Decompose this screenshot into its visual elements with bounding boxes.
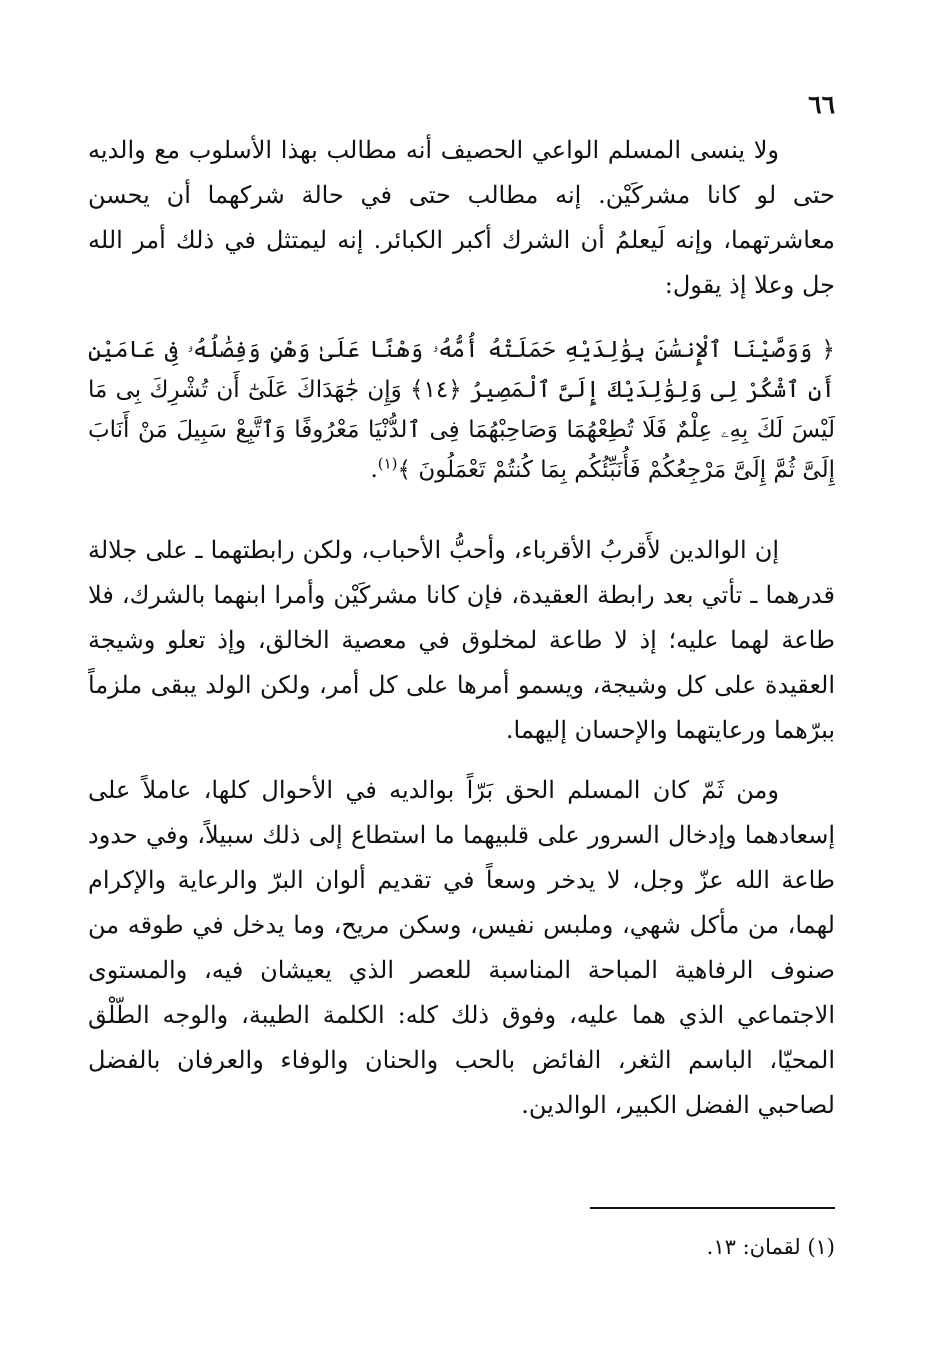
paragraph-2: إن الوالدين لأَقربُ الأقرباء، وأحبُّ الأحباب، ولكن رابطتهما ـ على جلالة قدرهما ـ تأتي بعد رابطة العقيدة، فإن كانا مشركَيْن وأمرا ابنهما بالشرك، فلا طاعة لهما عليه؛ إذ لا طاعة لمخلوق في معصية الخالق، وإذ تعلو وشيجة العقيدة على كل وشيجة، ويسمو أمرها على كل أمر، ولكن الولد يبقى ملزماً ببرّهما ورعايتهما والإحسان إليهما. xyxy=(88,536,835,744)
page-number: ٦٦ xyxy=(808,90,835,119)
paragraph-3: ومن ثَمّ كان المسلم الحق بَرّاً بوالديه في الأحوال كلها، عاملاً على إسعادهما وإدخال السرور على قلبيهما ما استطاع إلى ذلك سبيلاً، وفي حدود طاعة الله عزّ وجل، لا يدخر وسعاً في تقديم ألوان البرّ والرعاية والإكرام لهما، من مأكل شهي، وملبس نفيس، وسكن مريح، وما يدخل في طوقه من صنوف الرفاهية المباحة المناسبة للعصر الذي يعيشان فيه، والمستوى الاجتماعي الذي هما عليه، وفوق ذلك كله: الكلمة الطيبة، والوجه الطّلْق المحيّا، الباسم الثغر، الفائض بالحب والحنان والوفاء والعرفان بالفضل لصاحبي الفضل الكبير، الوالدين. xyxy=(88,776,835,1119)
footnote-divider xyxy=(590,1207,835,1209)
quran-verse: ﴿ وَوَصَّيْنَا ٱلْإِنسَٰنَ بِوَٰلِدَيْهِ حَمَلَتْهُ أُمُّهُۥ وَهْنًا عَلَىٰ وَهْنٍ وَفِصَٰلُهُۥ فِى عَامَيْنِ أَنِ ٱشْكُرْ لِى وَلِوَٰلِدَيْكَ إِلَىَّ ٱلْمَصِيرُ ﴿١٤﴾ وَإِن جَٰهَدَاكَ عَلَىٰٓ أَن تُشْرِكَ بِى مَا لَيْسَ لَكَ بِهِۦ عِلْمٌ فَلَا تُطِعْهُمَا وَصَاحِبْهُمَا فِى ٱلدُّنْيَا مَعْرُوفًا وَٱتَّبِعْ سَبِيلَ مَنْ أَنَابَ إِلَىَّ ثُمَّ إِلَىَّ مَرْجِعُكُمْ فَأُنَبِّئُكُم بِمَا كُنتُمْ تَعْمَلُونَ ﴾ xyxy=(88,337,835,483)
footnote: (١) لقمان: ١٣. xyxy=(706,1235,835,1259)
quran-verse-block xyxy=(88,330,835,490)
paragraph-1: ولا ينسى المسلم الواعي الحصيف أنه مطالب بهذا الأسلوب مع والديه حتى لو كانا مشركَيْن. إنه مطالب حتى في حالة شركهما أن يحسن معاشرتهما، وإنه لَيعلمُ أن الشرك أكبر الكبائر. إنه ليمتثل في ذلك أمر الله جل وعلا إذ يقول: xyxy=(88,136,835,299)
book-page xyxy=(88,0,835,1368)
footnote-marker: (١) xyxy=(377,454,398,473)
verse-end-punctuation: . xyxy=(370,457,378,483)
